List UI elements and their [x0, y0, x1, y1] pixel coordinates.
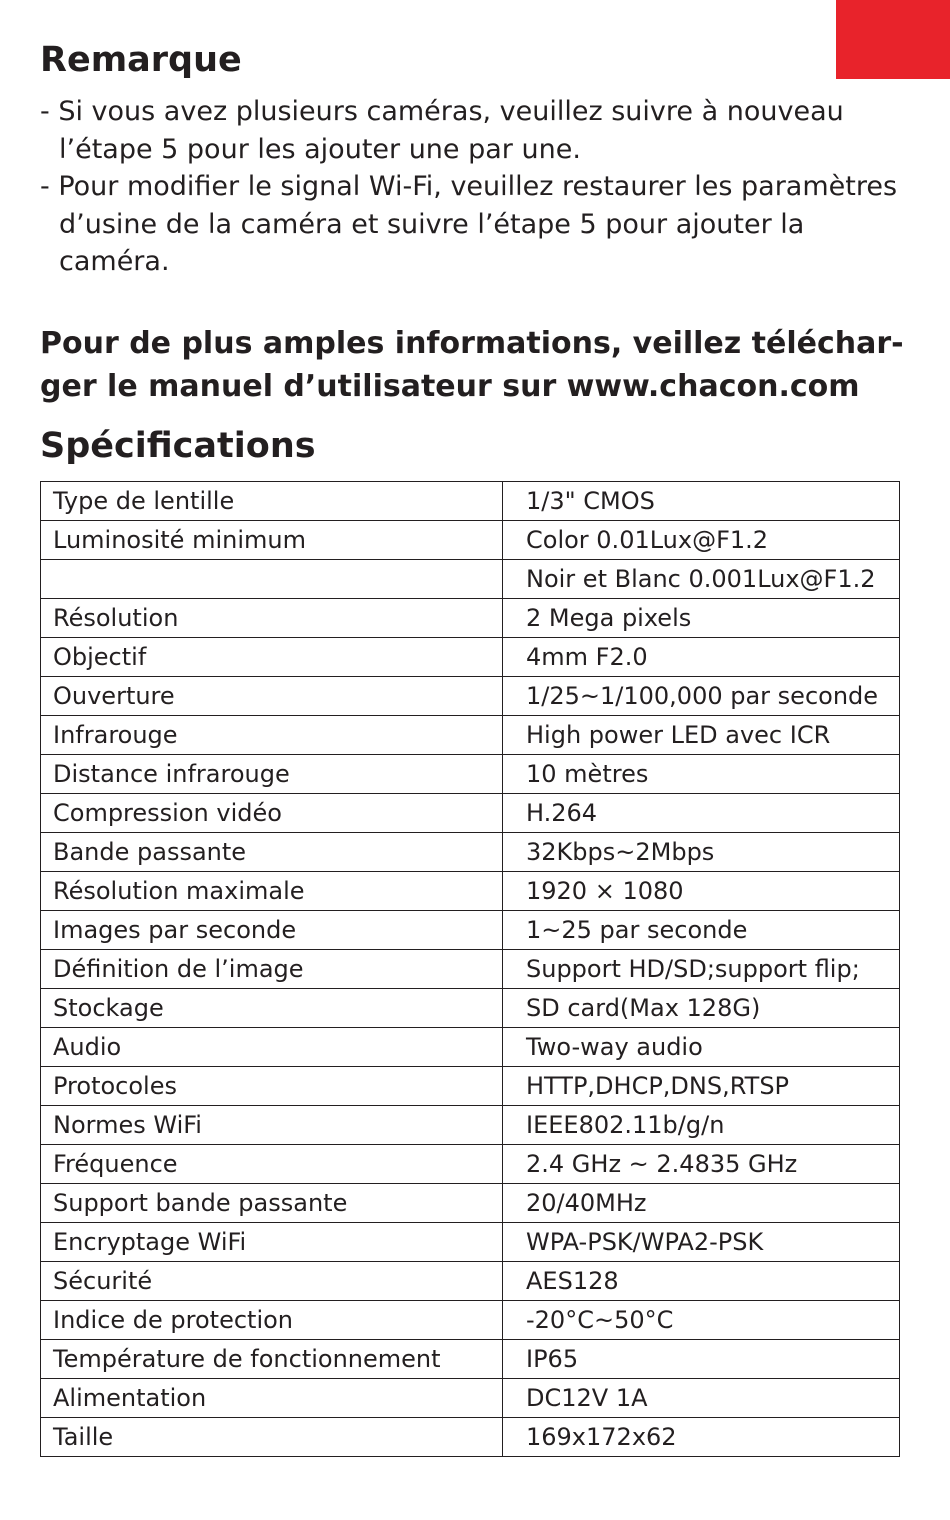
table-row [41, 833, 900, 872]
spec-label: Alimentation [41, 1379, 503, 1418]
table-row [41, 1223, 900, 1262]
spec-value: 1/3" CMOS [503, 482, 900, 521]
spec-value: Two-way audio [503, 1028, 900, 1067]
table-row [41, 1418, 900, 1457]
table-row [41, 482, 900, 521]
corner-tab [836, 0, 950, 79]
note-item: - Si vous avez plusieurs caméras, veuillez suivre à nouveau l’étape 5 pour les ajouter une par une. [40, 96, 844, 165]
specifications-table [40, 481, 900, 1457]
spec-value: 169x172x62 [503, 1418, 900, 1457]
spec-label: Température de fonctionnement [41, 1340, 503, 1379]
table-row [41, 950, 900, 989]
spec-value: 10 mètres [503, 755, 900, 794]
spec-value: WPA-PSK/WPA2-PSK [503, 1223, 900, 1262]
table-row [41, 560, 900, 599]
table-row [41, 1028, 900, 1067]
table-row [41, 599, 900, 638]
spec-value: IP65 [503, 1340, 900, 1379]
spec-label: Normes WiFi [41, 1106, 503, 1145]
table-row [41, 1379, 900, 1418]
more-info-text: Pour de plus amples informations, veillez téléchar-ger le manuel d’utilisateur sur www.chacon.com [40, 326, 904, 404]
spec-label: Sécurité [41, 1262, 503, 1301]
spec-label: Type de lentille [41, 482, 503, 521]
table-row [41, 1106, 900, 1145]
spec-label: Images par seconde [41, 911, 503, 950]
spec-value: 1920 × 1080 [503, 872, 900, 911]
table-row [41, 1145, 900, 1184]
spec-value: 32Kbps~2Mbps [503, 833, 900, 872]
spec-value: 1~25 par seconde [503, 911, 900, 950]
spec-value: 1/25~1/100,000 par seconde [503, 677, 900, 716]
table-row [41, 911, 900, 950]
spec-value: HTTP,DHCP,DNS,RTSP [503, 1067, 900, 1106]
spec-value: -20°C~50°C [503, 1301, 900, 1340]
table-row [41, 716, 900, 755]
spec-label: Fréquence [41, 1145, 503, 1184]
spec-value: AES128 [503, 1262, 900, 1301]
spec-label: Compression vidéo [41, 794, 503, 833]
specifications-heading: Spécifications [40, 426, 316, 466]
spec-label: Protocoles [41, 1067, 503, 1106]
spec-label: Ouverture [41, 677, 503, 716]
spec-label: Objectif [41, 638, 503, 677]
spec-label: Taille [41, 1418, 503, 1457]
table-row [41, 1184, 900, 1223]
spec-label: Stockage [41, 989, 503, 1028]
spec-value: DC12V 1A [503, 1379, 900, 1418]
table-row [41, 1067, 900, 1106]
table-row [41, 1262, 900, 1301]
spec-label: Encryptage WiFi [41, 1223, 503, 1262]
spec-value: H.264 [503, 794, 900, 833]
table-row [41, 794, 900, 833]
spec-label: Définition de l’image [41, 950, 503, 989]
remarque-notes [40, 93, 920, 281]
spec-label: Indice de protection [41, 1301, 503, 1340]
spec-label: Infrarouge [41, 716, 503, 755]
spec-value: 4mm F2.0 [503, 638, 900, 677]
spec-value: 20/40MHz [503, 1184, 900, 1223]
table-row [41, 989, 900, 1028]
spec-value: SD card(Max 128G) [503, 989, 900, 1028]
spec-label: Bande passante [41, 833, 503, 872]
spec-label: Résolution [41, 599, 503, 638]
table-row [41, 755, 900, 794]
table-row [41, 872, 900, 911]
spec-value: IEEE802.11b/g/n [503, 1106, 900, 1145]
table-row [41, 1301, 900, 1340]
note-item: - Pour modifier le signal Wi-Fi, veuillez restaurer les paramètres d’usine de la caméra et suivre l’étape 5 pour ajouter la caméra. [40, 171, 898, 277]
spec-value: 2.4 GHz ~ 2.4835 GHz [503, 1145, 900, 1184]
spec-label: Résolution maximale [41, 872, 503, 911]
table-row [41, 521, 900, 560]
remarque-heading: Remarque [40, 40, 242, 80]
spec-value: 2 Mega pixels [503, 599, 900, 638]
spec-value: High power LED avec ICR [503, 716, 900, 755]
spec-label: Audio [41, 1028, 503, 1067]
table-row [41, 638, 900, 677]
table-row [41, 677, 900, 716]
spec-value: Support HD/SD;support flip; [503, 950, 900, 989]
table-row [41, 1340, 900, 1379]
spec-label: Distance infrarouge [41, 755, 503, 794]
spec-value: Color 0.01Lux@F1.2 [503, 521, 900, 560]
spec-label [41, 560, 503, 599]
spec-label: Luminosité minimum [41, 521, 503, 560]
spec-label: Support bande passante [41, 1184, 503, 1223]
spec-value: Noir et Blanc 0.001Lux@F1.2 [503, 560, 900, 599]
